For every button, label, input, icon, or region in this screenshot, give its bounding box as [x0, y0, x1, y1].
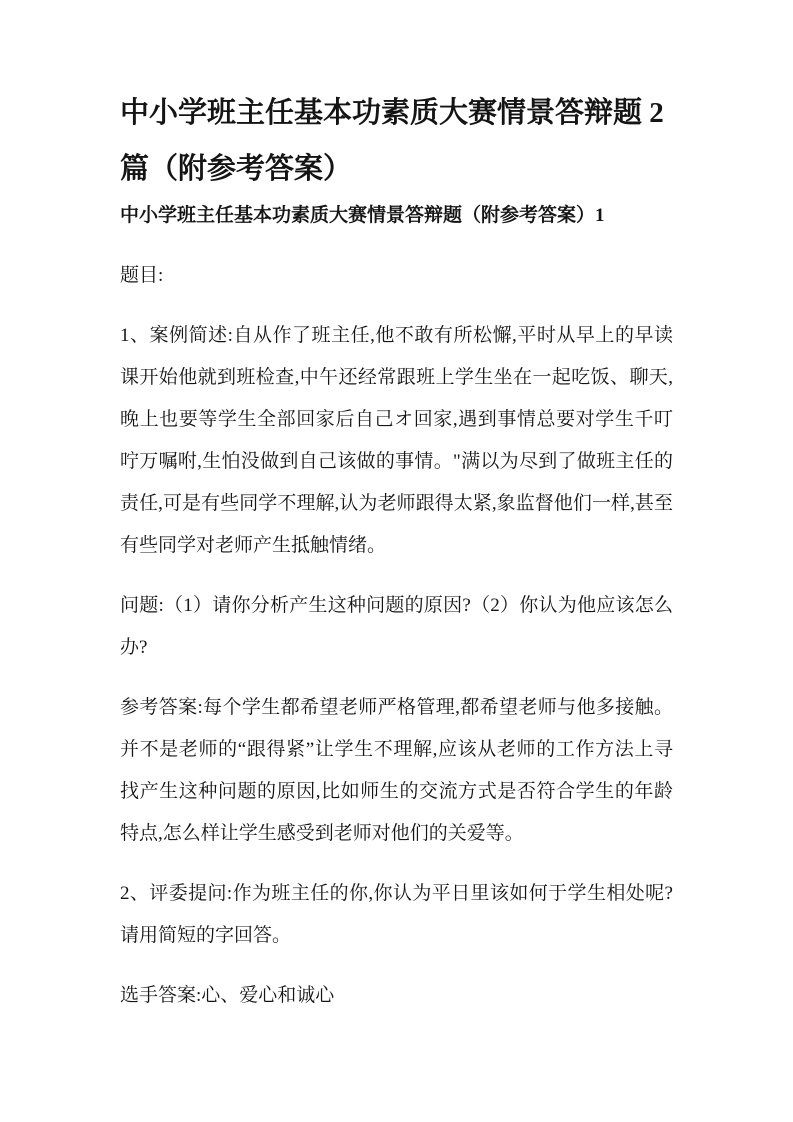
paragraph-reference-answer: 参考答案:每个学生都希望老师严格管理,都希望老师与他多接触。 并不是老师的“跟得紧”让学生不理解,应该从老师的工作方法上寻找产生这种问题的原因,比如师生的交流方式是否符合学生的年龄特点,怎么样让学生感受到老师对他们的关爱等。 — [120, 697, 673, 844]
paragraph-questions: 问题:（1）请你分析产生这种问题的原因?（2）你认为他应该怎么办? — [120, 595, 673, 658]
paragraph-judge-question: 2、评委提问:作为班主任的你,你认为平日里该如何于学生相处呢?请用简短的字回答。 — [120, 883, 673, 946]
paragraph-topic-label: 题目: — [120, 265, 164, 286]
paragraph-case-description: 1、案例简述:自从作了班主任,他不敢有所松懈,平时从早上的早读课开始他就到班检查,中午还经常跟班上学生坐在一起吃饭、聊天,晚上也要等学生全部回家后自己オ回家,遇到事情总要对学生千叮咛万嘱咐,生怕没做到自己该做的事情。"满以为尽到了做班主任的责任,可是有些同学不理解,认为老师跟得太紧,象监督他们一样,甚至有些同学对老师产生抵触情绪。 — [120, 325, 673, 556]
document-title: 中小学班主任基本功素质大赛情景答辩题 2 篇（附参考答案） — [120, 97, 664, 185]
paragraph-contestant-answer: 选手答案:心、爱心和诚心 — [120, 985, 335, 1006]
document-content — [120, 85, 673, 1035]
document-subtitle: 中小学班主任基本功素质大赛情景答辩题（附参考答案）1 — [120, 205, 605, 226]
